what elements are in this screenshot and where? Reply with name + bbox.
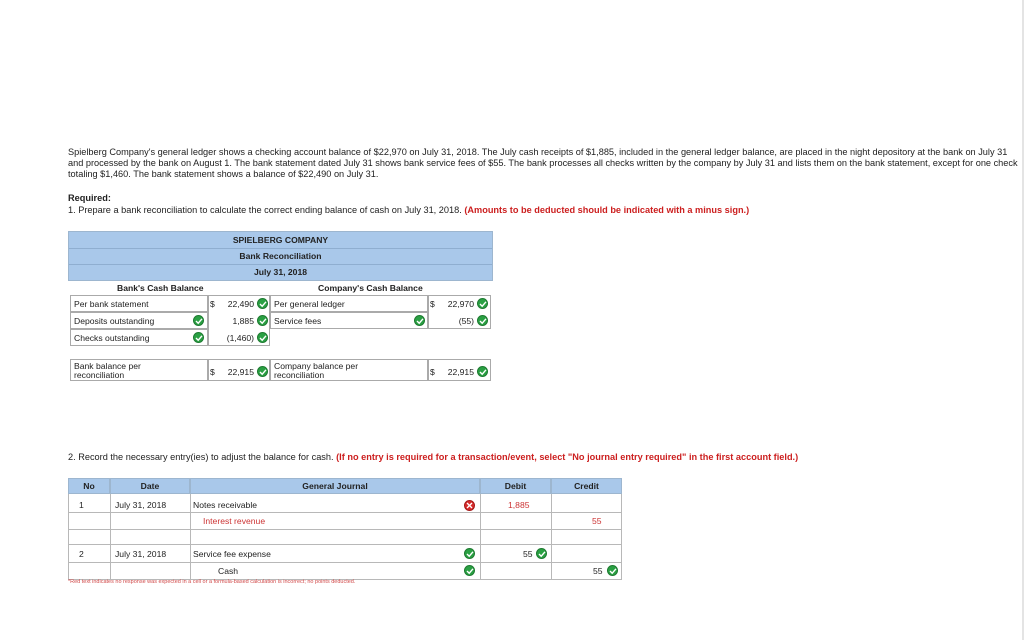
entry-date[interactable]: July 31, 2018 [115, 500, 167, 510]
company-row-label: Service fees [274, 316, 322, 326]
debit-amount[interactable]: 1,885 [508, 500, 530, 510]
check-icon [477, 366, 488, 377]
bank-total-amount[interactable]: 22,915 [227, 367, 254, 377]
company-row-amount[interactable]: 22,970 [447, 299, 474, 309]
bank-amount-column [208, 295, 270, 346]
bank-row-amount[interactable]: 22,490 [227, 299, 254, 309]
debit-account[interactable]: Notes receivable [193, 500, 258, 510]
header-divider [69, 248, 492, 249]
debit-account[interactable]: Service fee expense [193, 549, 271, 559]
column-header-no: No [68, 478, 110, 494]
credit-account[interactable]: Cash [218, 566, 239, 576]
bank-row-label: Per bank statement [74, 299, 149, 309]
bank-row-label: Checks outstanding [74, 333, 150, 343]
grid-line [68, 512, 622, 513]
grid-line [110, 494, 111, 580]
company-name: SPIELBERG COMPANY [232, 235, 329, 245]
requirement-1 [68, 205, 749, 215]
column-header-debit: Debit [480, 478, 551, 494]
dollar-sign: $ [430, 367, 435, 377]
column-header-date: Date [110, 478, 190, 494]
requirement-2-note: (If no entry is required for a transaction/event, select "No journal entry required" in the first account field.) [336, 452, 799, 462]
credit-amount[interactable]: 55 [592, 516, 602, 526]
bank-row-amount[interactable]: (1,460) [226, 333, 254, 343]
company-row-label: Per general ledger [274, 299, 345, 309]
requirement-2-text: 2. Record the necessary entry(ies) to adjust the balance for cash. [68, 452, 334, 462]
company-column-header: Company's Cash Balance [318, 283, 423, 293]
bank-total-label: Bank balance per reconciliation [74, 361, 141, 380]
check-icon [257, 366, 268, 377]
problem-statement: Spielberg Company's general ledger shows a checking account balance of $22,970 on July 31, 2018. The July cash receipts of $1,885, included in the general ledger balance, are placed in the night depository at the bank on July 31 and processed by the bank on August 1. The bank statement dated July 31 shows bank service fees of $55. The bank processes all checks written by the company by July 31 and lists them on the bank statement, except for one check totaling $1,460. The bank statement shows a balance of $22,490 on July 31. [68, 147, 1018, 179]
credit-amount[interactable]: 55 [593, 566, 603, 576]
reconciliation-date: July 31, 2018 [253, 267, 308, 277]
footnote: *Red text indicates no response was expected in a cell or a formula-based calculation is incorrect; no points deducted. [68, 579, 356, 585]
reconciliation-title: Bank Reconciliation [239, 251, 322, 261]
check-icon [193, 315, 204, 326]
grid-line [480, 494, 481, 580]
grid-line [68, 529, 622, 530]
grid-line [551, 494, 552, 580]
entry-number: 2 [79, 549, 84, 559]
grid-line [68, 544, 622, 545]
grid-line [68, 562, 622, 563]
entry-number: 1 [79, 500, 84, 510]
credit-account[interactable]: Interest revenue [203, 516, 266, 526]
requirement-2 [68, 452, 798, 462]
company-row-amount[interactable]: (55) [458, 316, 474, 326]
column-header-credit: Credit [551, 478, 622, 494]
check-icon [607, 565, 618, 576]
bank-reconciliation [68, 231, 493, 381]
company-total-amount[interactable]: 22,915 [447, 367, 474, 377]
company-amount-column [428, 295, 491, 329]
bank-row-amount[interactable]: 1,885 [232, 316, 254, 326]
incorrect-icon [464, 500, 475, 511]
dollar-sign: $ [430, 299, 435, 309]
company-total-label: Company balance per reconciliation [274, 361, 359, 380]
journal-table [68, 478, 622, 580]
grid-line [621, 494, 622, 580]
bank-row-label: Deposits outstanding [74, 316, 155, 326]
check-icon [464, 565, 475, 576]
required-label: Required: [68, 193, 111, 203]
dollar-sign: $ [210, 367, 215, 377]
dollar-sign: $ [210, 299, 215, 309]
debit-amount[interactable]: 55 [523, 549, 533, 559]
check-icon [193, 332, 204, 343]
requirement-1-text: 1. Prepare a bank reconciliation to calculate the correct ending balance of cash on July 31, 2018. [68, 205, 462, 215]
entry-date[interactable]: July 31, 2018 [115, 549, 167, 559]
grid-line [190, 494, 191, 580]
column-header-account: General Journal [190, 478, 480, 494]
reconciliation-header [68, 231, 493, 281]
requirement-1-note: (Amounts to be deducted should be indicated with a minus sign.) [464, 205, 750, 215]
header-divider [69, 264, 492, 265]
check-icon [464, 548, 475, 559]
grid-line [68, 494, 69, 580]
check-icon [414, 315, 425, 326]
bank-column-header: Bank's Cash Balance [117, 283, 204, 293]
check-icon [536, 548, 547, 559]
